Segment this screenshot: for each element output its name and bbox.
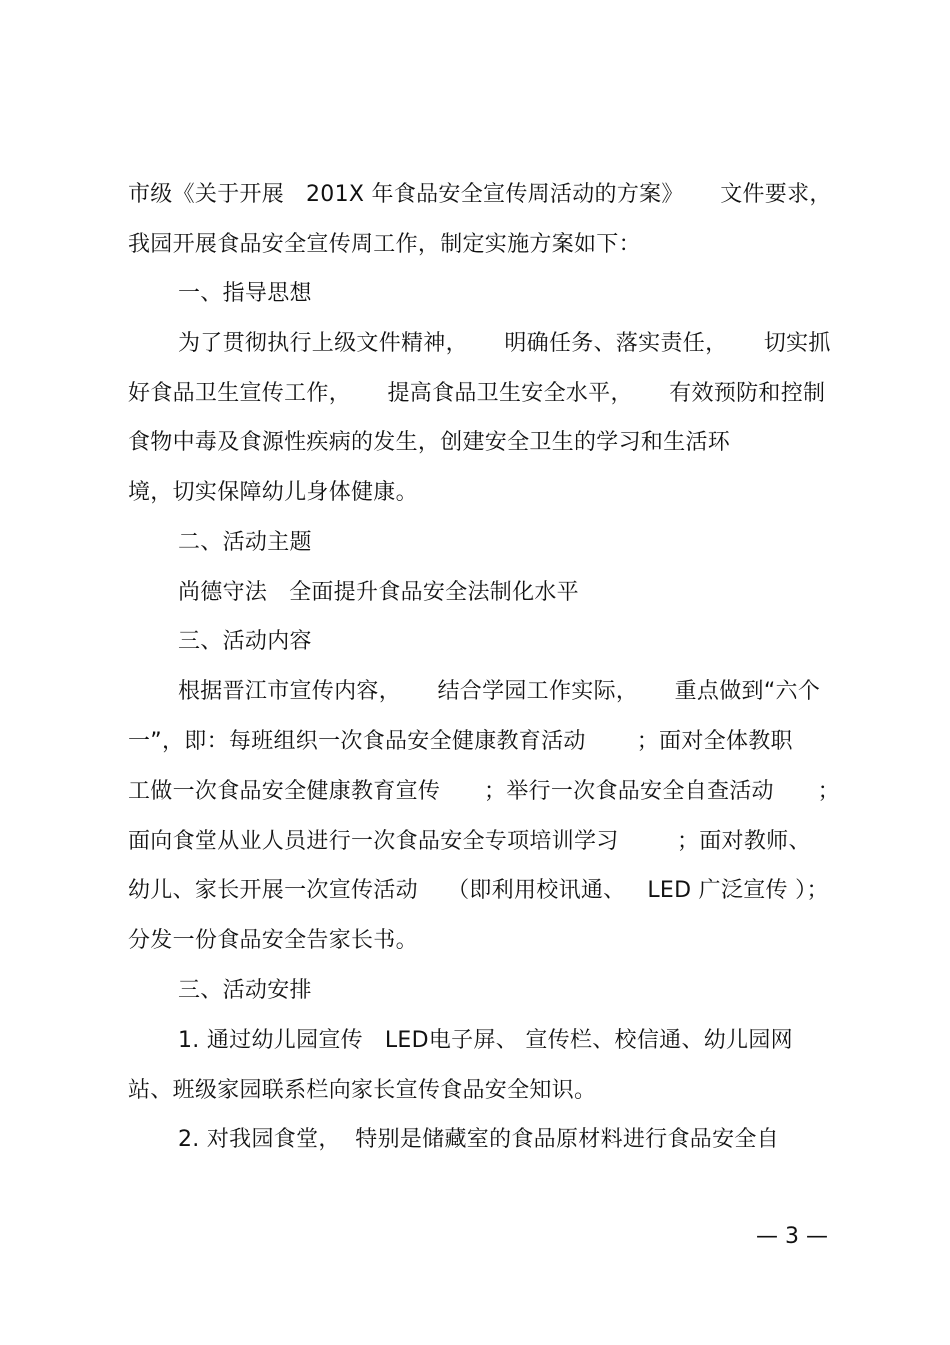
paragraph-line: 市级《关于开展 201X 年食品安全宣传周活动的方案》 文件要求， bbox=[128, 182, 832, 207]
paragraph-line: 一”，即：每班组织一次食品安全健康教育活动 ；面对全体教职 bbox=[128, 729, 793, 754]
page-number: — 3 — bbox=[756, 1224, 828, 1249]
paragraph-line: 幼儿、家长开展一次宣传活动 （即利用校讯通、 LED 广泛宣传 ）； bbox=[128, 878, 829, 903]
paragraph-line: 好食品卫生宣传工作， 提高食品卫生安全水平， 有效预防和控制 bbox=[128, 381, 826, 406]
paragraph-line: 1. 通过幼儿园宣传 LED电子屏、 宣传栏、校信通、幼儿园网 bbox=[178, 1028, 793, 1053]
section-heading: 二、活动主题 bbox=[178, 530, 312, 555]
paragraph-line: 我园开展食品安全宣传周工作，制定实施方案如下： bbox=[128, 232, 641, 257]
paragraph-line: 食物中毒及食源性疾病的发生，创建安全卫生的学习和生活环 bbox=[128, 430, 731, 455]
section-heading: 一、指导思想 bbox=[178, 281, 312, 306]
paragraph-line: 工做一次食品安全健康教育宣传 ；举行一次食品安全自查活动 ； bbox=[128, 779, 840, 804]
section-heading: 三、活动安排 bbox=[178, 978, 312, 1003]
paragraph-line: 境，切实保障幼儿身体健康。 bbox=[128, 480, 418, 505]
paragraph-line: 站、班级家园联系栏向家长宣传食品安全知识。 bbox=[128, 1078, 597, 1103]
section-heading: 三、活动内容 bbox=[178, 629, 312, 654]
paragraph-line: 尚德守法 全面提升食品安全法制化水平 bbox=[178, 580, 579, 605]
paragraph-line: 2. 对我园食堂， 特别是储藏室的食品原材料进行食品安全自 bbox=[178, 1127, 779, 1152]
paragraph-line: 面向食堂从业人员进行一次食品安全专项培训学习 ；面对教师、 bbox=[128, 829, 811, 854]
paragraph-line: 根据晋江市宣传内容， 结合学园工作实际， 重点做到“六个 bbox=[178, 679, 821, 704]
paragraph-line: 分发一份食品安全告家长书。 bbox=[128, 928, 418, 953]
paragraph-line: 为了贯彻执行上级文件精神， 明确任务、落实责任， 切实抓 bbox=[178, 331, 831, 356]
